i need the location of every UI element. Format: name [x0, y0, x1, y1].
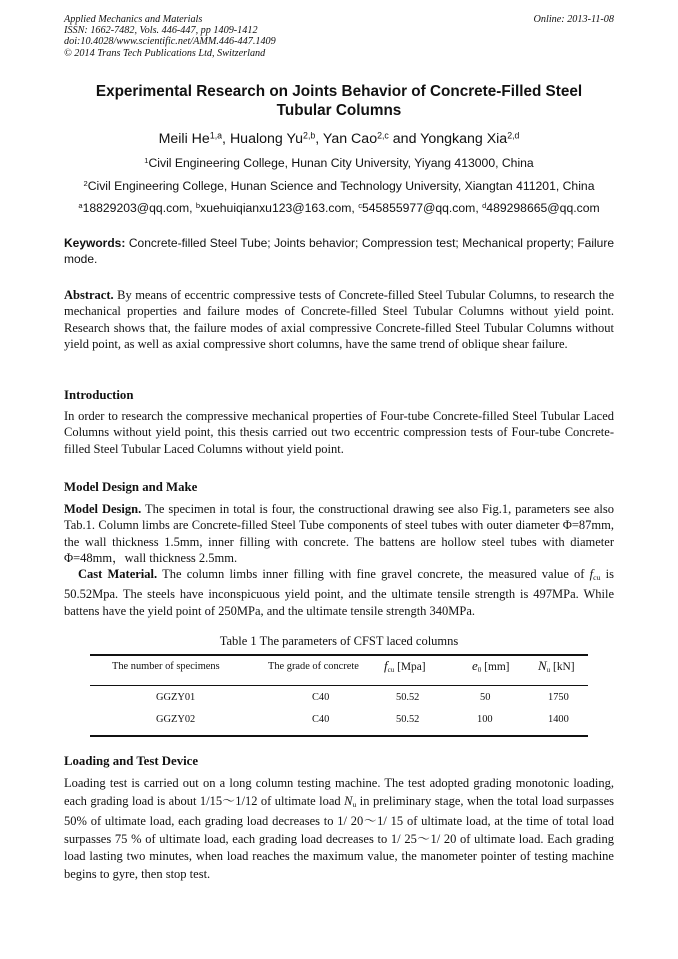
table-caption: Table 1 The parameters of CFST laced columns — [219, 634, 459, 648]
affiliation-sup: 1 — [144, 156, 149, 166]
keywords-text: Concrete-filled Steel Tube; Joints behavior; Compression test; Mechanical property; Failure mode. — [64, 236, 614, 266]
table-header-fcu — [384, 658, 426, 674]
fcu-symbol: f — [589, 567, 594, 581]
table-cell: C40 — [312, 714, 330, 725]
email-link[interactable]: 489298665@qq.com — [486, 201, 600, 215]
author-name: Meili He — [158, 131, 210, 147]
table-cell: 100 — [477, 714, 493, 725]
journal-header — [64, 14, 614, 59]
section-heading-loading: Loading and Test Device — [64, 754, 199, 768]
affiliation-text: Civil Engineering College, Hunan Science and Technology University, Xiangtan 411201, China — [87, 179, 595, 193]
fcu-subscript: cu — [387, 665, 395, 674]
email-sup: b — [195, 201, 201, 211]
affiliation-1 — [64, 156, 614, 171]
table-header-concrete-grade: The grade of concrete — [268, 661, 359, 672]
loading-paragraph — [64, 775, 614, 884]
table-cell: 50.52 — [396, 714, 420, 725]
email-sup: c — [358, 201, 362, 211]
author-affil-sup: 2,b — [303, 130, 316, 141]
cast-material-label: Cast Material. — [78, 567, 158, 581]
table-header-nu — [538, 658, 575, 674]
journal-copyright: © 2014 Trans Tech Publications Ltd, Switzerland — [64, 47, 266, 59]
author-emails: $^a$18829203@qq.com, $^b$xuehuiqianxu123@163.com, $^c$545855977@qq.com, $^d$489298665@qq.com — [78, 201, 600, 215]
journal-issn: ISSN: 1662-7482, Vols. 446-447, pp 1409-1412 — [64, 25, 258, 37]
table-header-specimens: The number of specimens — [112, 661, 220, 672]
table-cell: C40 — [312, 692, 330, 703]
journal-doi: doi:10.4028/www.scientific.net/AMM.446-447.1409 — [64, 36, 276, 48]
nu-subscript: u — [546, 665, 551, 674]
nu-subscript: u — [352, 799, 357, 809]
table-cell: 1400 — [548, 714, 569, 725]
online-date: Online: 2013-11-08 — [533, 14, 614, 25]
email-link[interactable]: xuehuiqianxu123@163.com — [200, 201, 352, 215]
table-cell: 1750 — [548, 692, 569, 703]
introduction-text: In order to research the compressive mechanical properties of Four-tube Concrete-filled Steel Tubular Laced Columns without yield point, this thesis carried out two eccentric compression tests of Four-tube Concrete-filled Steel Tubular Laced Columns without yield point. — [64, 409, 614, 456]
journal-name: Applied Mechanics and Materials — [64, 14, 203, 25]
abstract-label: Abstract. — [64, 288, 114, 302]
affiliation-sup: 2 — [83, 179, 88, 189]
paper-title — [64, 82, 614, 120]
section-heading-model: Model Design and Make — [64, 480, 198, 494]
author-name: Yan Cao — [322, 131, 378, 147]
fcu-symbol: f — [384, 658, 388, 673]
title-line-2: Tubular Columns — [276, 102, 402, 119]
title-line-1: Experimental Research on Joints Behavior of Concrete-Filled Steel — [95, 83, 583, 100]
cast-material-paragraph — [64, 566, 614, 619]
nu-unit: [kN] — [550, 661, 575, 673]
table-mid-rule — [90, 685, 588, 686]
fcu-subscript: cu — [593, 572, 601, 582]
section-heading-introduction: Introduction — [64, 388, 134, 402]
author-name: Hualong Yu — [229, 131, 304, 147]
fcu-unit: [Mpa] — [394, 661, 426, 673]
table-cell: 50 — [480, 692, 491, 703]
author-affil-sup: 2,c — [377, 130, 389, 141]
table-cell: GGZY02 — [156, 714, 196, 725]
abstract — [64, 287, 614, 352]
email-link[interactable]: 18829203@qq.com — [82, 201, 190, 215]
e0-unit: [mm] — [481, 661, 510, 673]
cast-material-text-a: The column limbs inner filling with fine gravel concrete, the measured value of — [162, 567, 585, 581]
nu-symbol: N — [344, 793, 353, 808]
keywords-label: Keywords: — [64, 236, 126, 250]
nu-symbol: N — [538, 658, 547, 673]
author-list — [64, 130, 614, 148]
table-cell: 50.52 — [396, 692, 420, 703]
table-header-e0 — [472, 658, 509, 674]
model-design-paragraph — [64, 501, 614, 566]
abstract-text: By means of eccentric compressive tests of Concrete-filled Steel Tubular Columns, to research the mechanical properties and failure modes of Concrete-filled Steel Tubular Columns without yield point. Research shows that, the failure modes of axial compressive Concrete-filled Steel Tubular Columns without yield point, as well as axial compressive short columns, have the same trend of oblique shear failure. — [64, 288, 614, 351]
table-cell: GGZY01 — [156, 692, 196, 703]
author-affil-sup: 1,a — [209, 130, 223, 141]
email-sup: a — [78, 201, 83, 211]
loading-text-b: in preliminary stage, when the total load surpasses 50% of ultimate load, each grading load decreases to 1/ 20～1/ 15 of ultimate load, at the time of total load surpasses 75 % of ultimate load, each grading load decreases to 1/ 25～1/ 20 of ultimate load. Each grading load lasting two minutes, when load reaches the maximum value, the manometer pointer of testing machine begins to gyre, then stop test. — [64, 793, 614, 881]
table-bottom-rule — [90, 735, 588, 737]
keywords — [64, 235, 614, 267]
e0-subscript: 0 — [477, 665, 482, 674]
affiliation-text: Civil Engineering College, Hunan City University, Yiyang 413000, China — [148, 156, 534, 170]
author-name: Yongkang Xia — [420, 131, 508, 147]
author-separator: , — [222, 131, 230, 147]
e0-symbol: e — [472, 658, 478, 673]
loading-text-a: Loading test is carried out on a long column testing machine. The test adopted grading monotonic loading, each grading load is about 1/15～1/12 of ultimate load — [64, 776, 614, 808]
email-sup: d — [482, 201, 487, 211]
affiliation-2 — [64, 179, 614, 194]
email-link[interactable]: 545855977@qq.com — [361, 201, 476, 215]
author-affil-sup: 2,d — [507, 130, 520, 141]
author-and: and — [388, 131, 421, 147]
author-separator: , — [315, 131, 323, 147]
model-design-label: Model Design. — [64, 502, 142, 516]
cast-material-text-b: is 50.52Mpa. The steels have inconspicuous yield point, and the ultimate tensile strength is 497MPa. While battens have the yield point of 250MPa, and the ultimate tensile strength 340MPa. — [64, 567, 615, 618]
table-top-rule — [90, 654, 588, 656]
model-design-text: The specimen in total is four, the constructional drawing see also Fig.1, parameters see also Tab.1. Column limbs are Concrete-filled Steel Tube components of steel tubes with outer diameter Φ=87mm, the wall thickness 1.5mm, inner filling with concrete. The battens are hollow steel tubes with diameter Φ=48mm，wall thickness 2.5mm. — [64, 502, 614, 565]
